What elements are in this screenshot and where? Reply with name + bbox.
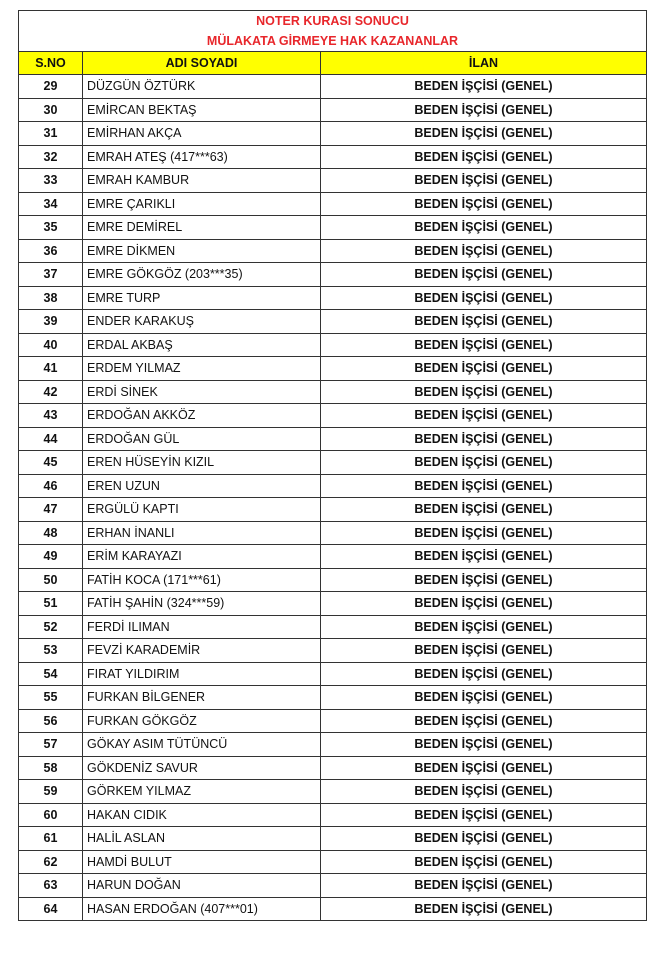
row-number: 38 <box>19 286 83 310</box>
row-number: 62 <box>19 850 83 874</box>
row-name: EMİRCAN BEKTAŞ <box>83 98 321 122</box>
row-name: EMRE TURP <box>83 286 321 310</box>
row-name: ERDOĞAN AKKÖZ <box>83 404 321 428</box>
row-number: 50 <box>19 568 83 592</box>
row-name: EREN UZUN <box>83 474 321 498</box>
row-name: ERHAN İNANLI <box>83 521 321 545</box>
row-ilan: BEDEN İŞÇİSİ (GENEL) <box>321 662 647 686</box>
column-header-name: ADI SOYADI <box>83 52 321 75</box>
row-ilan: BEDEN İŞÇİSİ (GENEL) <box>321 192 647 216</box>
row-ilan: BEDEN İŞÇİSİ (GENEL) <box>321 803 647 827</box>
row-name: ERDEM YILMAZ <box>83 357 321 381</box>
table-row <box>19 568 647 592</box>
row-name: ERİM KARAYAZI <box>83 545 321 569</box>
row-number: 34 <box>19 192 83 216</box>
row-name: FERDİ ILIMAN <box>83 615 321 639</box>
row-number: 36 <box>19 239 83 263</box>
row-number: 33 <box>19 169 83 193</box>
row-ilan: BEDEN İŞÇİSİ (GENEL) <box>321 850 647 874</box>
row-name: DÜZGÜN ÖZTÜRK <box>83 75 321 99</box>
row-name: FATİH KOCA (171***61) <box>83 568 321 592</box>
row-number: 60 <box>19 803 83 827</box>
table-row <box>19 639 647 663</box>
row-ilan: BEDEN İŞÇİSİ (GENEL) <box>321 404 647 428</box>
row-number: 51 <box>19 592 83 616</box>
row-number: 48 <box>19 521 83 545</box>
row-ilan: BEDEN İŞÇİSİ (GENEL) <box>321 639 647 663</box>
row-ilan: BEDEN İŞÇİSİ (GENEL) <box>321 357 647 381</box>
row-number: 58 <box>19 756 83 780</box>
row-number: 63 <box>19 874 83 898</box>
row-number: 46 <box>19 474 83 498</box>
row-ilan: BEDEN İŞÇİSİ (GENEL) <box>321 263 647 287</box>
row-number: 52 <box>19 615 83 639</box>
row-name: ERDAL AKBAŞ <box>83 333 321 357</box>
column-header-ilan: İLAN <box>321 52 647 75</box>
row-number: 54 <box>19 662 83 686</box>
row-number: 43 <box>19 404 83 428</box>
table-row <box>19 380 647 404</box>
row-number: 49 <box>19 545 83 569</box>
table-row <box>19 122 647 146</box>
table-row <box>19 239 647 263</box>
row-number: 57 <box>19 733 83 757</box>
row-name: EMRAH KAMBUR <box>83 169 321 193</box>
row-name: FATİH ŞAHİN (324***59) <box>83 592 321 616</box>
row-number: 61 <box>19 827 83 851</box>
row-ilan: BEDEN İŞÇİSİ (GENEL) <box>321 874 647 898</box>
results-table <box>18 10 647 921</box>
row-ilan: BEDEN İŞÇİSİ (GENEL) <box>321 145 647 169</box>
table-row <box>19 310 647 334</box>
row-number: 32 <box>19 145 83 169</box>
row-ilan: BEDEN İŞÇİSİ (GENEL) <box>321 545 647 569</box>
row-number: 47 <box>19 498 83 522</box>
table-row <box>19 850 647 874</box>
row-ilan: BEDEN İŞÇİSİ (GENEL) <box>321 521 647 545</box>
row-name: ERDOĞAN GÜL <box>83 427 321 451</box>
row-ilan: BEDEN İŞÇİSİ (GENEL) <box>321 451 647 475</box>
row-ilan: BEDEN İŞÇİSİ (GENEL) <box>321 615 647 639</box>
row-number: 59 <box>19 780 83 804</box>
row-name: EMRE ÇARIKLI <box>83 192 321 216</box>
row-number: 35 <box>19 216 83 240</box>
row-name: ERDİ SİNEK <box>83 380 321 404</box>
row-name: HASAN ERDOĞAN (407***01) <box>83 897 321 921</box>
row-name: EMRE GÖKGÖZ (203***35) <box>83 263 321 287</box>
row-name: HAKAN CIDIK <box>83 803 321 827</box>
row-ilan: BEDEN İŞÇİSİ (GENEL) <box>321 498 647 522</box>
row-ilan: BEDEN İŞÇİSİ (GENEL) <box>321 75 647 99</box>
row-number: 56 <box>19 709 83 733</box>
row-ilan: BEDEN İŞÇİSİ (GENEL) <box>321 897 647 921</box>
row-name: FURKAN BİLGENER <box>83 686 321 710</box>
row-name: HALİL ASLAN <box>83 827 321 851</box>
table-row <box>19 803 647 827</box>
row-ilan: BEDEN İŞÇİSİ (GENEL) <box>321 286 647 310</box>
row-name: GÖKAY ASIM TÜTÜNCÜ <box>83 733 321 757</box>
row-ilan: BEDEN İŞÇİSİ (GENEL) <box>321 333 647 357</box>
table-row <box>19 357 647 381</box>
table-row <box>19 662 647 686</box>
table-row <box>19 521 647 545</box>
row-number: 64 <box>19 897 83 921</box>
row-ilan: BEDEN İŞÇİSİ (GENEL) <box>321 169 647 193</box>
table-row <box>19 827 647 851</box>
table-row <box>19 709 647 733</box>
row-number: 31 <box>19 122 83 146</box>
row-ilan: BEDEN İŞÇİSİ (GENEL) <box>321 780 647 804</box>
row-name: GÖKDENİZ SAVUR <box>83 756 321 780</box>
row-ilan: BEDEN İŞÇİSİ (GENEL) <box>321 98 647 122</box>
table-row <box>19 98 647 122</box>
table-row <box>19 756 647 780</box>
row-number: 29 <box>19 75 83 99</box>
row-name: EMRE DEMİREL <box>83 216 321 240</box>
table-header <box>19 52 647 75</box>
row-number: 39 <box>19 310 83 334</box>
row-ilan: BEDEN İŞÇİSİ (GENEL) <box>321 733 647 757</box>
row-number: 45 <box>19 451 83 475</box>
row-ilan: BEDEN İŞÇİSİ (GENEL) <box>321 827 647 851</box>
table-row <box>19 498 647 522</box>
row-ilan: BEDEN İŞÇİSİ (GENEL) <box>321 592 647 616</box>
table-row <box>19 592 647 616</box>
row-number: 37 <box>19 263 83 287</box>
row-ilan: BEDEN İŞÇİSİ (GENEL) <box>321 709 647 733</box>
document-title: NOTER KURASI SONUCU <box>19 11 647 32</box>
row-ilan: BEDEN İŞÇİSİ (GENEL) <box>321 686 647 710</box>
document-subtitle: MÜLAKATA GİRMEYE HAK KAZANANLAR <box>19 31 647 52</box>
table-row <box>19 897 647 921</box>
row-name: ENDER KARAKUŞ <box>83 310 321 334</box>
table-row <box>19 333 647 357</box>
table-row <box>19 733 647 757</box>
table-row <box>19 404 647 428</box>
table-row <box>19 145 647 169</box>
table-row <box>19 427 647 451</box>
row-number: 53 <box>19 639 83 663</box>
table-row <box>19 192 647 216</box>
row-ilan: BEDEN İŞÇİSİ (GENEL) <box>321 474 647 498</box>
table-row <box>19 451 647 475</box>
row-ilan: BEDEN İŞÇİSİ (GENEL) <box>321 239 647 263</box>
row-ilan: BEDEN İŞÇİSİ (GENEL) <box>321 756 647 780</box>
table-row <box>19 216 647 240</box>
row-name: FURKAN GÖKGÖZ <box>83 709 321 733</box>
row-number: 41 <box>19 357 83 381</box>
table-row <box>19 615 647 639</box>
row-ilan: BEDEN İŞÇİSİ (GENEL) <box>321 568 647 592</box>
column-header-sno: S.NO <box>19 52 83 75</box>
row-name: EMİRHAN AKÇA <box>83 122 321 146</box>
row-number: 40 <box>19 333 83 357</box>
row-name: HARUN DOĞAN <box>83 874 321 898</box>
table-row <box>19 169 647 193</box>
row-number: 42 <box>19 380 83 404</box>
row-ilan: BEDEN İŞÇİSİ (GENEL) <box>321 122 647 146</box>
table-row <box>19 780 647 804</box>
table-row <box>19 874 647 898</box>
row-number: 30 <box>19 98 83 122</box>
row-name: EMRAH ATEŞ (417***63) <box>83 145 321 169</box>
table-row <box>19 686 647 710</box>
table-row <box>19 263 647 287</box>
row-name: FEVZİ KARADEMİR <box>83 639 321 663</box>
table-row <box>19 75 647 99</box>
row-name: EMRE DİKMEN <box>83 239 321 263</box>
row-ilan: BEDEN İŞÇİSİ (GENEL) <box>321 310 647 334</box>
row-name: EREN HÜSEYİN KIZIL <box>83 451 321 475</box>
row-ilan: BEDEN İŞÇİSİ (GENEL) <box>321 427 647 451</box>
table-row <box>19 474 647 498</box>
row-name: ERGÜLÜ KAPTI <box>83 498 321 522</box>
row-ilan: BEDEN İŞÇİSİ (GENEL) <box>321 380 647 404</box>
row-ilan: BEDEN İŞÇİSİ (GENEL) <box>321 216 647 240</box>
table-row <box>19 286 647 310</box>
table-row <box>19 545 647 569</box>
row-name: FIRAT YILDIRIM <box>83 662 321 686</box>
row-name: HAMDİ BULUT <box>83 850 321 874</box>
row-name: GÖRKEM YILMAZ <box>83 780 321 804</box>
row-number: 44 <box>19 427 83 451</box>
row-number: 55 <box>19 686 83 710</box>
